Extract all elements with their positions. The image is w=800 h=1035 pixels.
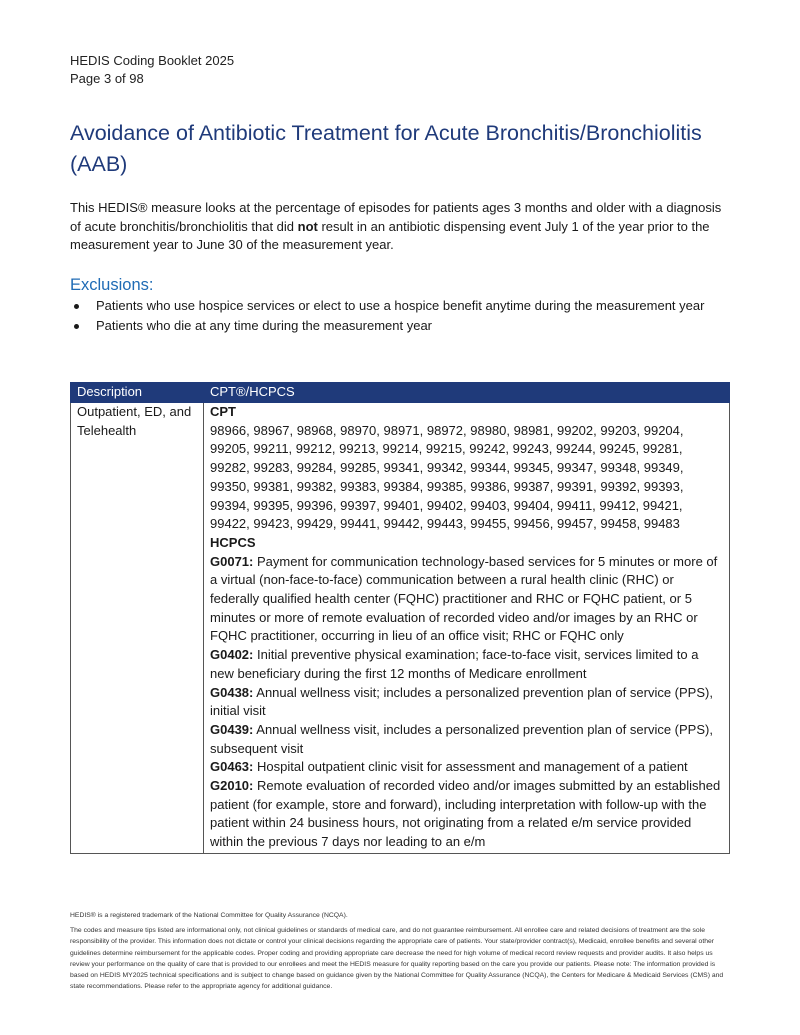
trademark-note: HEDIS® is a registered trademark of the National Committee for Quality Assurance (NCQA). xyxy=(70,912,348,919)
hcpcs-desc: Annual wellness visit; includes a personalized prevention plan of service (PPS), initial visit xyxy=(210,684,713,719)
intro-emphasis: not xyxy=(297,218,318,234)
table-header-row xyxy=(71,383,730,403)
running-header xyxy=(70,52,234,88)
column-header-codes: CPT®/HCPCS xyxy=(204,383,730,403)
intro-paragraph xyxy=(70,199,732,255)
row-codes-cell xyxy=(204,403,730,854)
cpt-codes: 98966, 98967, 98968, 98970, 98971, 98972, 98980, 98981, 99202, 99203, 99204, 99205, 99211, 99212, 99213, 99214, 99215, 99242, 99243, 99244, 99245, 99281, 99282, 99283, 99284, 99285, 99341, 99342, 99344, 99345, 99347, 99348, 99349, 99350, 99381, 99382, 99383, 99384, 99385, 99386, 99387, 99391, 99392, 99393, 99394, 99395, 99396, 99397, 99401, 99402, 99403, 99404, 99411, 99412, 99421, 99422, 99423, 99429, 99441, 99442, 99443, 99455, 99456, 99457, 99458, 99483 xyxy=(210,422,684,532)
hcpcs-entry xyxy=(210,758,723,777)
hcpcs-entry xyxy=(210,777,723,852)
cpt-label: CPT xyxy=(210,404,236,419)
exclusions-heading: Exclusions: xyxy=(70,276,154,294)
hcpcs-entry xyxy=(210,646,723,683)
hcpcs-entry xyxy=(210,721,723,758)
hcpcs-code: G0463: xyxy=(210,759,254,775)
hcpcs-code: G0402: xyxy=(210,647,254,663)
intro-text-after: result in an antibiotic dispensing event July 1 of the year prior to the measurement year to June 30 of the measurement year. xyxy=(70,218,710,252)
hcpcs-desc: Annual wellness visit, includes a personalized prevention plan of service (PPS), subsequent visit xyxy=(210,721,713,756)
hcpcs-desc: Payment for communication technology-based services for 5 minutes or more of a virtual (non-face-to-face) communication between a rural health clinic (RHC) or federally qualified health center (FQHC) practitioner and RHC or FQHC patient, or 5 minutes or more of remote evaluation of recorded video and/or images by an RHC or FQHC practitioner, occurring in lieu of an office visit; RHC or FQHC only xyxy=(210,553,718,644)
booklet-title: HEDIS Coding Booklet 2025 xyxy=(70,53,235,68)
exclusions-list xyxy=(70,297,730,336)
hcpcs-code: G2010: xyxy=(210,778,254,794)
hcpcs-desc: Hospital outpatient clinic visit for assessment and management of a patient xyxy=(253,759,688,775)
hcpcs-desc: Initial preventive physical examination; face-to-face visit, services limited to a new beneficiary during the first 12 months of Medicare enrollment xyxy=(210,647,699,681)
exclusion-item: Patients who use hospice services or elect to use a hospice benefit anytime during the measurement year xyxy=(70,297,730,316)
page-footer xyxy=(70,910,730,996)
disclaimer-note: The codes and measure tips listed are informational only, not clinical guidelines or standards of medical care, and do not guarantee reimbursement. All enrollee care and related decisions of treatment are the sole responsibility of the provider. This information does not dictate or control your clinical decisions regarding the appropriate care of patients. Your state/provider contract(s), Medicaid, enrollee benefits and several other guidelines determine reimbursement for the applicable codes. Proper coding and providing appropriate care decrease the need for high volume of medical record review requests and provider audits. It also helps us review your performance on the quality of care that is provided to our enrollees and meet the HEDIS measure for quality reporting based on the care you provide our patients. Please note: The information provided is based on HEDIS MY2025 technical specifications and is subject to change based on guidance given by the National Committee for Quality Assurance (NCQA), the Centers for Medicare & Medicaid Services (CMS) and state recommendations. Please refer to the appropriate agency for additional guidance. xyxy=(70,927,724,991)
table-row xyxy=(71,403,730,854)
codes-table xyxy=(70,382,730,854)
row-description: Outpatient, ED, and Telehealth xyxy=(71,403,204,854)
column-header-description: Description xyxy=(71,383,204,403)
hcpcs-code: G0439: xyxy=(210,721,254,737)
hcpcs-desc: Remote evaluation of recorded video and/or images submitted by an established patient (for example, store and forward), including interpretation with follow-up with the patient within 24 business hours, not originating from a related e/m service provided within the previous 7 days nor leading to an e/m xyxy=(210,778,721,850)
hcpcs-entry xyxy=(210,553,723,647)
page-number: Page 3 of 98 xyxy=(70,71,144,86)
hcpcs-code: G0438: xyxy=(210,684,254,700)
page-title: Avoidance of Antibiotic Treatment for Acute Bronchitis/Bronchiolitis (AAB) xyxy=(70,121,702,176)
intro-text-before: This HEDIS® measure looks at the percentage of episodes for patients ages 3 months and older with a diagnosis of acute bronchitis/bronchiolitis that did xyxy=(70,200,722,234)
exclusion-item: Patients who die at any time during the measurement year xyxy=(70,317,730,336)
hcpcs-code: G0071: xyxy=(210,553,254,569)
hcpcs-label: HCPCS xyxy=(210,534,256,550)
hcpcs-entry xyxy=(210,684,723,721)
